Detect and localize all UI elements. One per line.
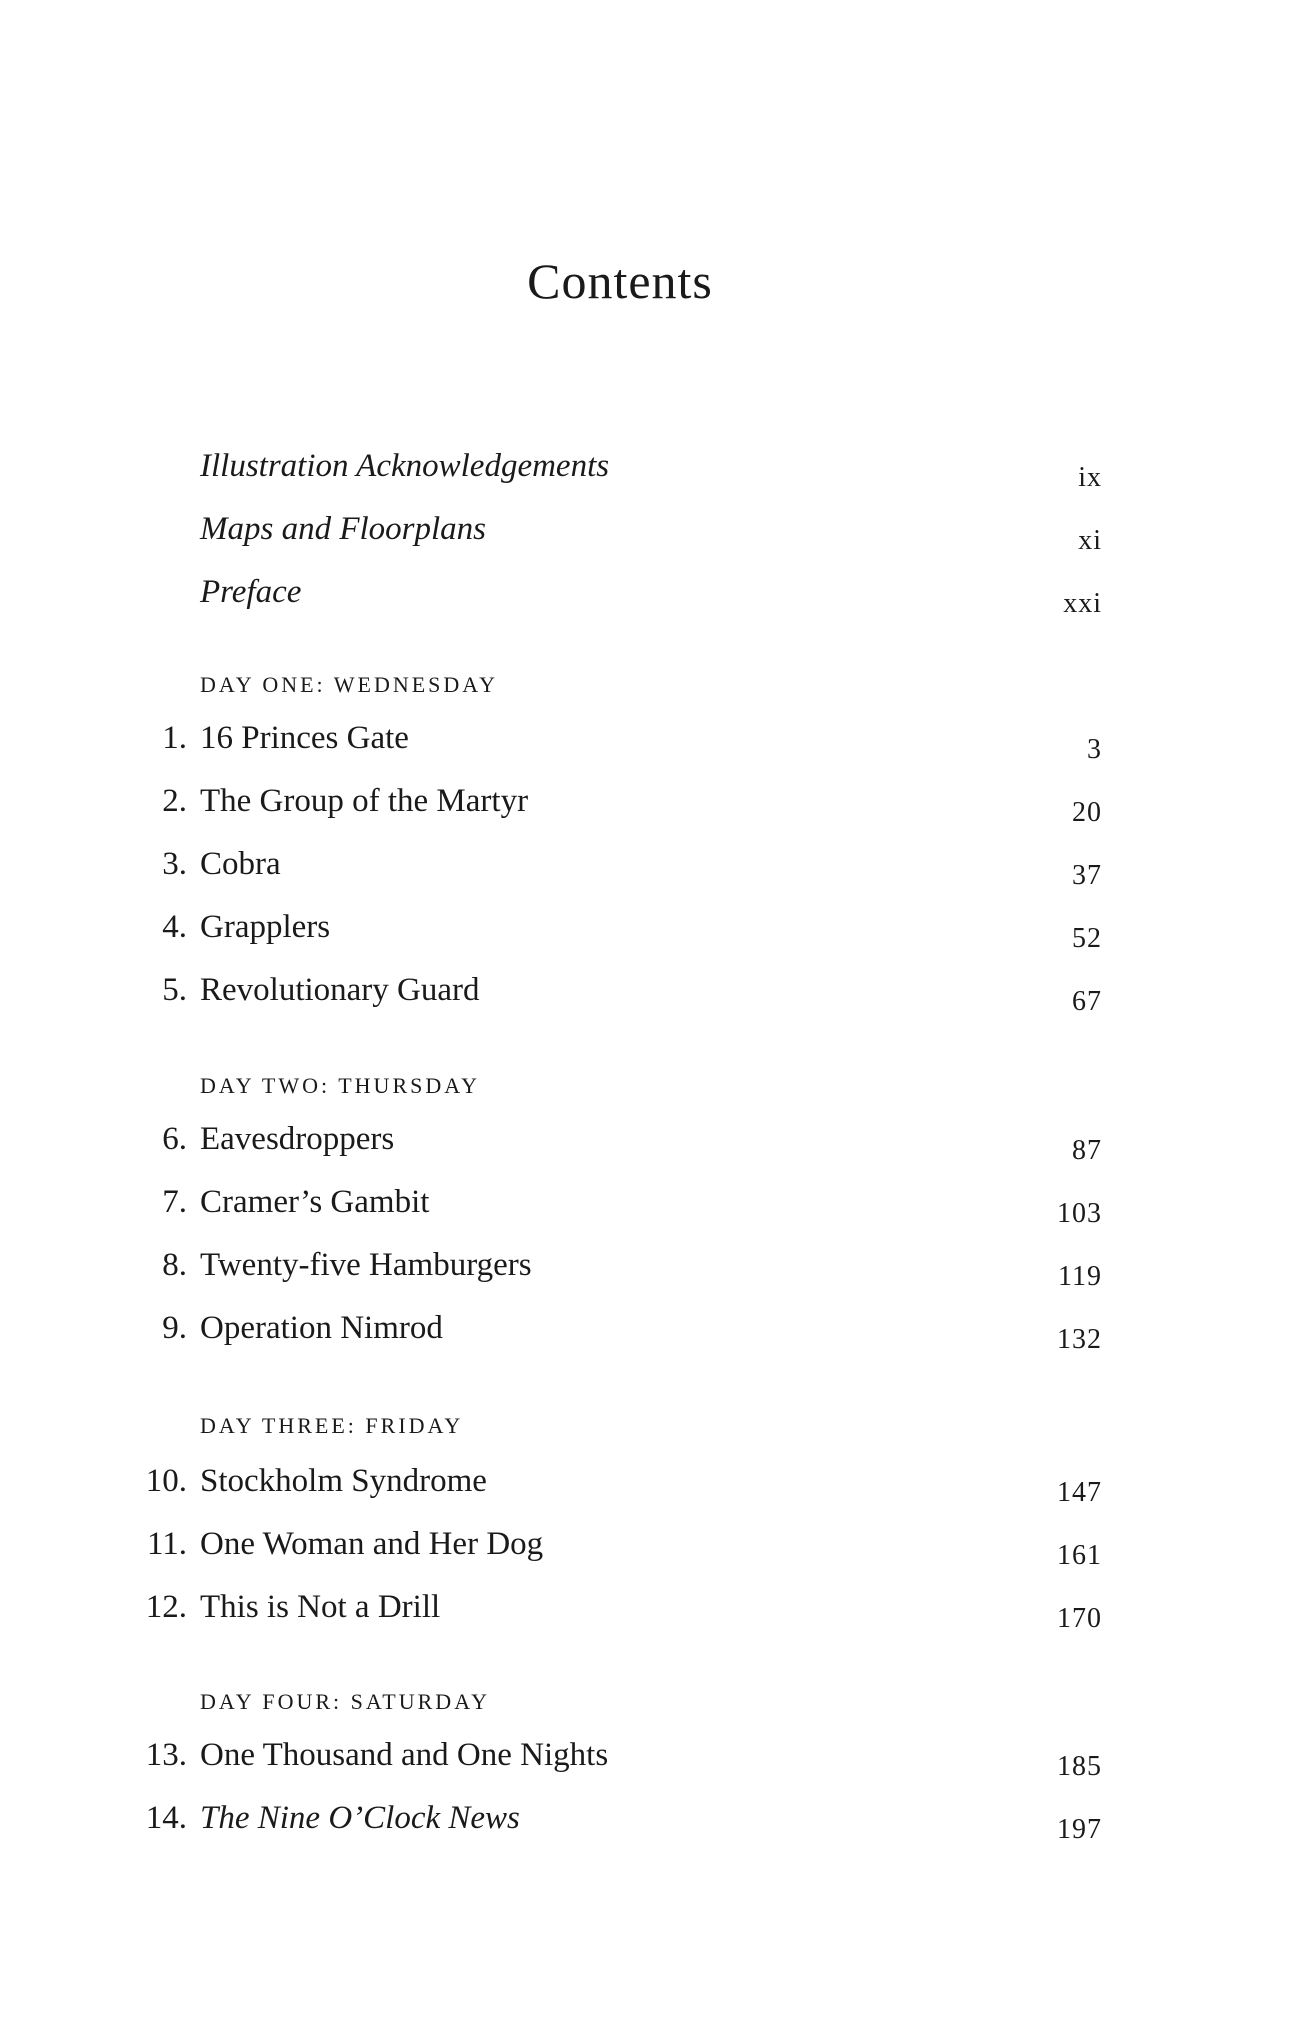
chapter-number: 13. (145, 1737, 187, 1773)
page-title: Contents (527, 253, 713, 309)
entry-title: Illustration Acknowledgements (200, 448, 610, 484)
entry-page: 170 (1057, 1603, 1102, 1634)
entry-page: 132 (1057, 1324, 1102, 1355)
toc-entry-chapter-3[interactable] (0, 846, 1302, 896)
entry-page: 119 (1058, 1261, 1102, 1292)
toc-entry-chapter-5[interactable] (0, 972, 1302, 1022)
entry-title: The Group of the Martyr (200, 783, 529, 819)
entry-page: xi (1078, 525, 1102, 556)
toc-entry-chapter-10[interactable] (0, 1463, 1302, 1513)
entry-title: Stockholm Syndrome (200, 1463, 487, 1499)
chapter-number: 5. (162, 972, 187, 1008)
entry-page: 37 (1072, 860, 1102, 891)
entry-title: Grapplers (200, 909, 331, 945)
toc-entry-chapter-9[interactable] (0, 1310, 1302, 1360)
section-heading-day-one (0, 672, 1302, 722)
section-heading-text: DAY FOUR: SATURDAY (200, 1689, 490, 1714)
entry-title: Maps and Floorplans (200, 511, 487, 547)
toc-entry-chapter-14[interactable] (0, 1800, 1302, 1850)
entry-page: 197 (1057, 1814, 1102, 1845)
entry-title: One Woman and Her Dog (200, 1526, 544, 1562)
section-heading-day-four (0, 1689, 1302, 1739)
toc-entry-chapter-11[interactable] (0, 1526, 1302, 1576)
chapter-number: 2. (162, 783, 187, 819)
entry-title: Twenty-five Hamburgers (200, 1247, 532, 1283)
entry-title: Cramer’s Gambit (200, 1184, 430, 1220)
entry-page: 161 (1057, 1540, 1102, 1571)
entry-title: Cobra (200, 846, 281, 882)
entry-page: 20 (1072, 797, 1102, 828)
section-heading-text: DAY TWO: THURSDAY (200, 1073, 481, 1098)
entry-page: ix (1078, 462, 1102, 493)
chapter-number: 12. (145, 1589, 187, 1625)
chapter-number: 4. (162, 909, 187, 945)
entry-page: 67 (1072, 986, 1102, 1017)
entry-title: One Thousand and One Nights (200, 1737, 609, 1773)
toc-entry-chapter-7[interactable] (0, 1184, 1302, 1234)
entry-page: 3 (1087, 734, 1102, 765)
toc-entry-chapter-1[interactable] (0, 720, 1302, 770)
entry-title: Preface (200, 574, 302, 610)
chapter-number: 9. (162, 1310, 187, 1346)
entry-page: 87 (1072, 1135, 1102, 1166)
toc-entry-chapter-4[interactable] (0, 909, 1302, 959)
entry-title: This is Not a Drill (200, 1589, 441, 1625)
toc-entry-maps-and-floorplans[interactable] (0, 511, 1302, 561)
chapter-number: 1. (162, 720, 187, 756)
section-heading-text: DAY THREE: FRIDAY (200, 1413, 464, 1438)
chapter-number: 8. (162, 1247, 187, 1283)
section-heading-text: DAY ONE: WEDNESDAY (200, 672, 499, 697)
chapter-number: 3. (162, 846, 187, 882)
entry-page: 185 (1057, 1751, 1102, 1782)
section-heading-day-two (0, 1073, 1302, 1123)
toc-entry-chapter-13[interactable] (0, 1737, 1302, 1787)
entry-page: 147 (1057, 1477, 1102, 1508)
entry-page: 52 (1072, 923, 1102, 954)
toc-entry-illustration-acknowledgements[interactable] (0, 448, 1302, 498)
toc-entry-chapter-6[interactable] (0, 1121, 1302, 1171)
entry-page: xxi (1063, 588, 1102, 619)
toc-entry-chapter-2[interactable] (0, 783, 1302, 833)
chapter-number: 10. (145, 1463, 187, 1499)
chapter-number: 6. (162, 1121, 187, 1157)
toc-entry-preface[interactable] (0, 574, 1302, 624)
section-heading-day-three (0, 1413, 1302, 1463)
entry-title: Eavesdroppers (200, 1121, 395, 1157)
entry-title: The Nine O’Clock News (200, 1800, 520, 1836)
chapter-number: 14. (145, 1800, 187, 1836)
entry-title: Operation Nimrod (200, 1310, 443, 1346)
entry-title: 16 Princes Gate (200, 720, 409, 756)
toc-entry-chapter-12[interactable] (0, 1589, 1302, 1639)
entry-title: Revolutionary Guard (200, 972, 480, 1008)
entry-page: 103 (1057, 1198, 1102, 1229)
chapter-number: 11. (146, 1526, 187, 1562)
toc-entry-chapter-8[interactable] (0, 1247, 1302, 1297)
chapter-number: 7. (162, 1184, 187, 1220)
